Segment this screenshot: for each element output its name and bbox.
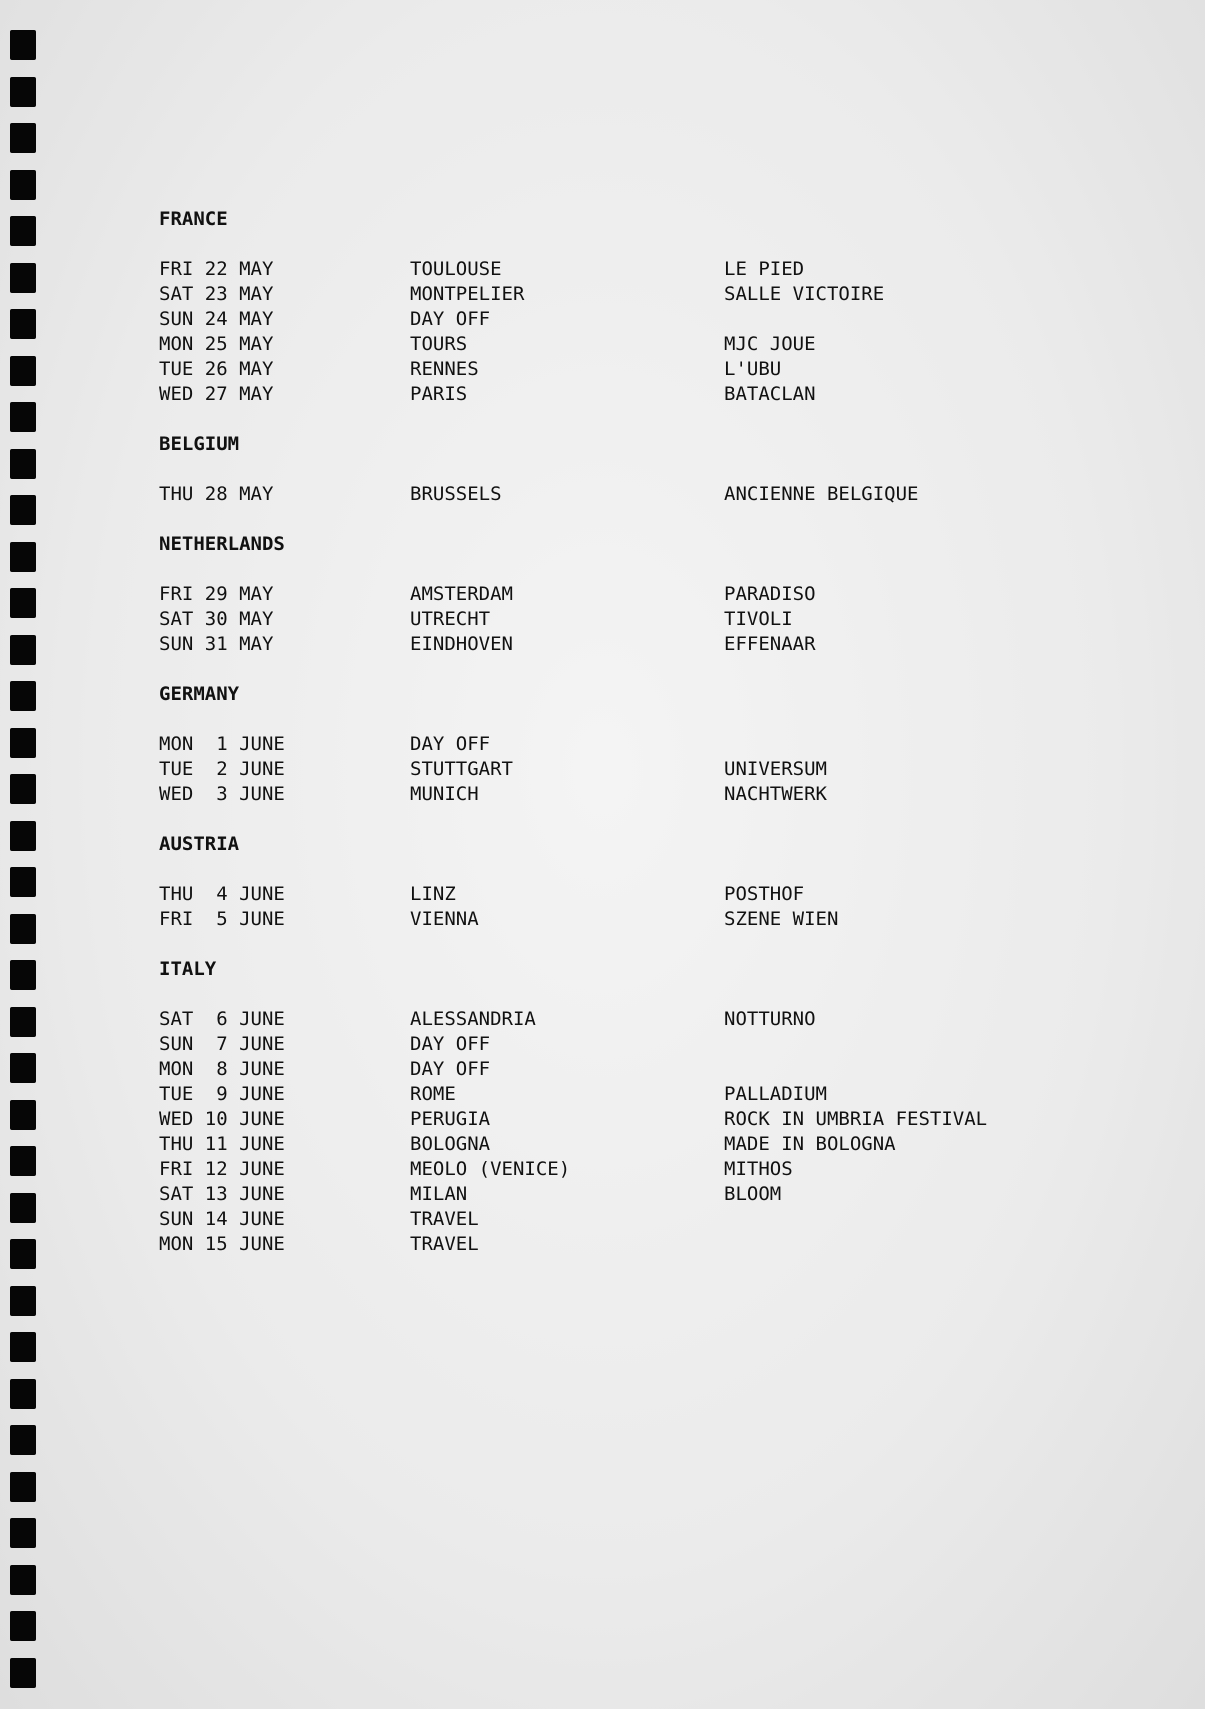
schedule-venue: MJC JOUE — [724, 333, 816, 355]
schedule-city: EINDHOVEN — [410, 633, 513, 655]
binding-hole — [10, 216, 36, 246]
binding-hole — [10, 1379, 36, 1409]
schedule-venue: NACHTWERK — [724, 783, 827, 805]
country-heading: GERMANY — [159, 683, 240, 705]
binding-hole — [10, 1146, 36, 1176]
country-heading: AUSTRIA — [159, 833, 240, 855]
binding-hole — [10, 728, 36, 758]
schedule-row — [159, 1232, 1119, 1257]
country-heading: BELGIUM — [159, 433, 240, 455]
binding-hole — [10, 309, 36, 339]
schedule-day: FRI 5 JUNE — [159, 908, 285, 930]
schedule-city: DAY OFF — [410, 733, 491, 755]
binding-hole — [10, 1193, 36, 1223]
schedule-city: ALESSANDRIA — [410, 1008, 536, 1030]
schedule-city: ROME — [410, 1083, 456, 1105]
schedule-venue: BATACLAN — [724, 383, 816, 405]
schedule-day: SAT 23 MAY — [159, 283, 274, 305]
schedule-day: SAT 6 JUNE — [159, 1008, 285, 1030]
schedule-venue: LE PIED — [724, 258, 805, 280]
schedule-venue: POSTHOF — [724, 883, 805, 905]
schedule-venue: SALLE VICTOIRE — [724, 283, 885, 305]
schedule-row — [159, 782, 1119, 807]
binding-hole — [10, 356, 36, 386]
schedule-city: RENNES — [410, 358, 479, 380]
binding-hole — [10, 495, 36, 525]
schedule-day: MON 25 MAY — [159, 333, 274, 355]
binding-hole — [10, 542, 36, 572]
schedule-day: FRI 29 MAY — [159, 583, 274, 605]
country-heading: NETHERLANDS — [159, 533, 285, 555]
country-heading: FRANCE — [159, 208, 228, 230]
schedule-row — [159, 1207, 1119, 1232]
schedule-row — [159, 882, 1119, 907]
schedule-row — [159, 1032, 1119, 1057]
schedule-city: UTRECHT — [410, 608, 491, 630]
schedule-city: DAY OFF — [410, 1033, 491, 1055]
schedule-city: TOURS — [410, 333, 468, 355]
schedule-city: VIENNA — [410, 908, 479, 930]
binding-hole — [10, 1100, 36, 1130]
schedule-city: DAY OFF — [410, 308, 491, 330]
schedule-venue: MADE IN BOLOGNA — [724, 1133, 896, 1155]
schedule-day: MON 15 JUNE — [159, 1233, 285, 1255]
binding-hole — [10, 588, 36, 618]
schedule-day: SUN 7 JUNE — [159, 1033, 285, 1055]
schedule-venue: BLOOM — [724, 1183, 782, 1205]
schedule-day: MON 1 JUNE — [159, 733, 285, 755]
schedule-day: SAT 30 MAY — [159, 608, 274, 630]
schedule-day: TUE 26 MAY — [159, 358, 274, 380]
binding-hole — [10, 1425, 36, 1455]
binding-hole — [10, 123, 36, 153]
binding-hole — [10, 1286, 36, 1316]
schedule-venue: SZENE WIEN — [724, 908, 839, 930]
schedule-city: STUTTGART — [410, 758, 513, 780]
schedule-city: DAY OFF — [410, 1058, 491, 1080]
schedule-venue: L'UBU — [724, 358, 782, 380]
schedule-row — [159, 1157, 1119, 1182]
binding-hole — [10, 1565, 36, 1595]
schedule-city: MEOLO (VENICE) — [410, 1158, 571, 1180]
binding-hole — [10, 263, 36, 293]
binding-hole — [10, 402, 36, 432]
binding-hole — [10, 77, 36, 107]
schedule-day: WED 10 JUNE — [159, 1108, 285, 1130]
schedule-row — [159, 632, 1119, 657]
schedule-row — [159, 257, 1119, 282]
binding-hole — [10, 681, 36, 711]
schedule-day: SUN 31 MAY — [159, 633, 274, 655]
schedule-row — [159, 757, 1119, 782]
schedule-venue: UNIVERSUM — [724, 758, 827, 780]
schedule-venue: MITHOS — [724, 1158, 793, 1180]
schedule-city: MUNICH — [410, 783, 479, 805]
schedule-row — [159, 1057, 1119, 1082]
schedule-row — [159, 582, 1119, 607]
schedule-venue: PARADISO — [724, 583, 816, 605]
schedule-venue: PALLADIUM — [724, 1083, 827, 1105]
binding-hole — [10, 1472, 36, 1502]
schedule-venue: ROCK IN UMBRIA FESTIVAL — [724, 1108, 988, 1130]
schedule-day: WED 27 MAY — [159, 383, 274, 405]
schedule-city: TOULOUSE — [410, 258, 502, 280]
binding-hole — [10, 914, 36, 944]
schedule-venue: ANCIENNE BELGIQUE — [724, 483, 919, 505]
binding-hole — [10, 1007, 36, 1037]
schedule-day: SAT 13 JUNE — [159, 1183, 285, 1205]
schedule-city: MILAN — [410, 1183, 468, 1205]
spiral-binding — [0, 0, 44, 1709]
schedule-city: BOLOGNA — [410, 1133, 491, 1155]
schedule-day: TUE 2 JUNE — [159, 758, 285, 780]
schedule-day: WED 3 JUNE — [159, 783, 285, 805]
country-section — [159, 682, 1119, 807]
schedule-day: SUN 14 JUNE — [159, 1208, 285, 1230]
schedule-city: TRAVEL — [410, 1208, 479, 1230]
binding-hole — [10, 1332, 36, 1362]
schedule-row — [159, 282, 1119, 307]
country-section — [159, 957, 1119, 1257]
binding-hole — [10, 1611, 36, 1641]
schedule-row — [159, 482, 1119, 507]
schedule-city: MONTPELIER — [410, 283, 525, 305]
schedule-day: TUE 9 JUNE — [159, 1083, 285, 1105]
schedule-row — [159, 907, 1119, 932]
schedule-day: THU 11 JUNE — [159, 1133, 285, 1155]
binding-hole — [10, 1239, 36, 1269]
schedule-day: THU 4 JUNE — [159, 883, 285, 905]
schedule-row — [159, 607, 1119, 632]
binding-hole — [10, 774, 36, 804]
binding-hole — [10, 30, 36, 60]
schedule-row — [159, 357, 1119, 382]
schedule-venue: TIVOLI — [724, 608, 793, 630]
schedule-row — [159, 1007, 1119, 1032]
schedule-day: THU 28 MAY — [159, 483, 274, 505]
schedule-day: FRI 12 JUNE — [159, 1158, 285, 1180]
schedule-city: PARIS — [410, 383, 468, 405]
schedule-day: MON 8 JUNE — [159, 1058, 285, 1080]
schedule-row — [159, 732, 1119, 757]
schedule-row — [159, 1107, 1119, 1132]
binding-hole — [10, 1053, 36, 1083]
schedule-row — [159, 332, 1119, 357]
binding-hole — [10, 1518, 36, 1548]
country-section — [159, 207, 1119, 407]
country-section — [159, 432, 1119, 507]
binding-hole — [10, 821, 36, 851]
schedule-city: AMSTERDAM — [410, 583, 513, 605]
schedule-row — [159, 307, 1119, 332]
schedule-city: PERUGIA — [410, 1108, 491, 1130]
schedule-day: SUN 24 MAY — [159, 308, 274, 330]
schedule-city: BRUSSELS — [410, 483, 502, 505]
schedule-city: LINZ — [410, 883, 456, 905]
schedule-venue: EFFENAAR — [724, 633, 816, 655]
schedule-venue: NOTTURNO — [724, 1008, 816, 1030]
country-heading: ITALY — [159, 958, 217, 980]
tour-schedule — [159, 207, 1119, 1282]
schedule-row — [159, 1132, 1119, 1157]
schedule-city: TRAVEL — [410, 1233, 479, 1255]
binding-hole — [10, 449, 36, 479]
binding-hole — [10, 867, 36, 897]
schedule-day: FRI 22 MAY — [159, 258, 274, 280]
schedule-row — [159, 1182, 1119, 1207]
binding-hole — [10, 170, 36, 200]
schedule-row — [159, 382, 1119, 407]
binding-hole — [10, 960, 36, 990]
schedule-row — [159, 1082, 1119, 1107]
country-section — [159, 832, 1119, 932]
country-section — [159, 532, 1119, 657]
binding-hole — [10, 1658, 36, 1688]
binding-hole — [10, 635, 36, 665]
